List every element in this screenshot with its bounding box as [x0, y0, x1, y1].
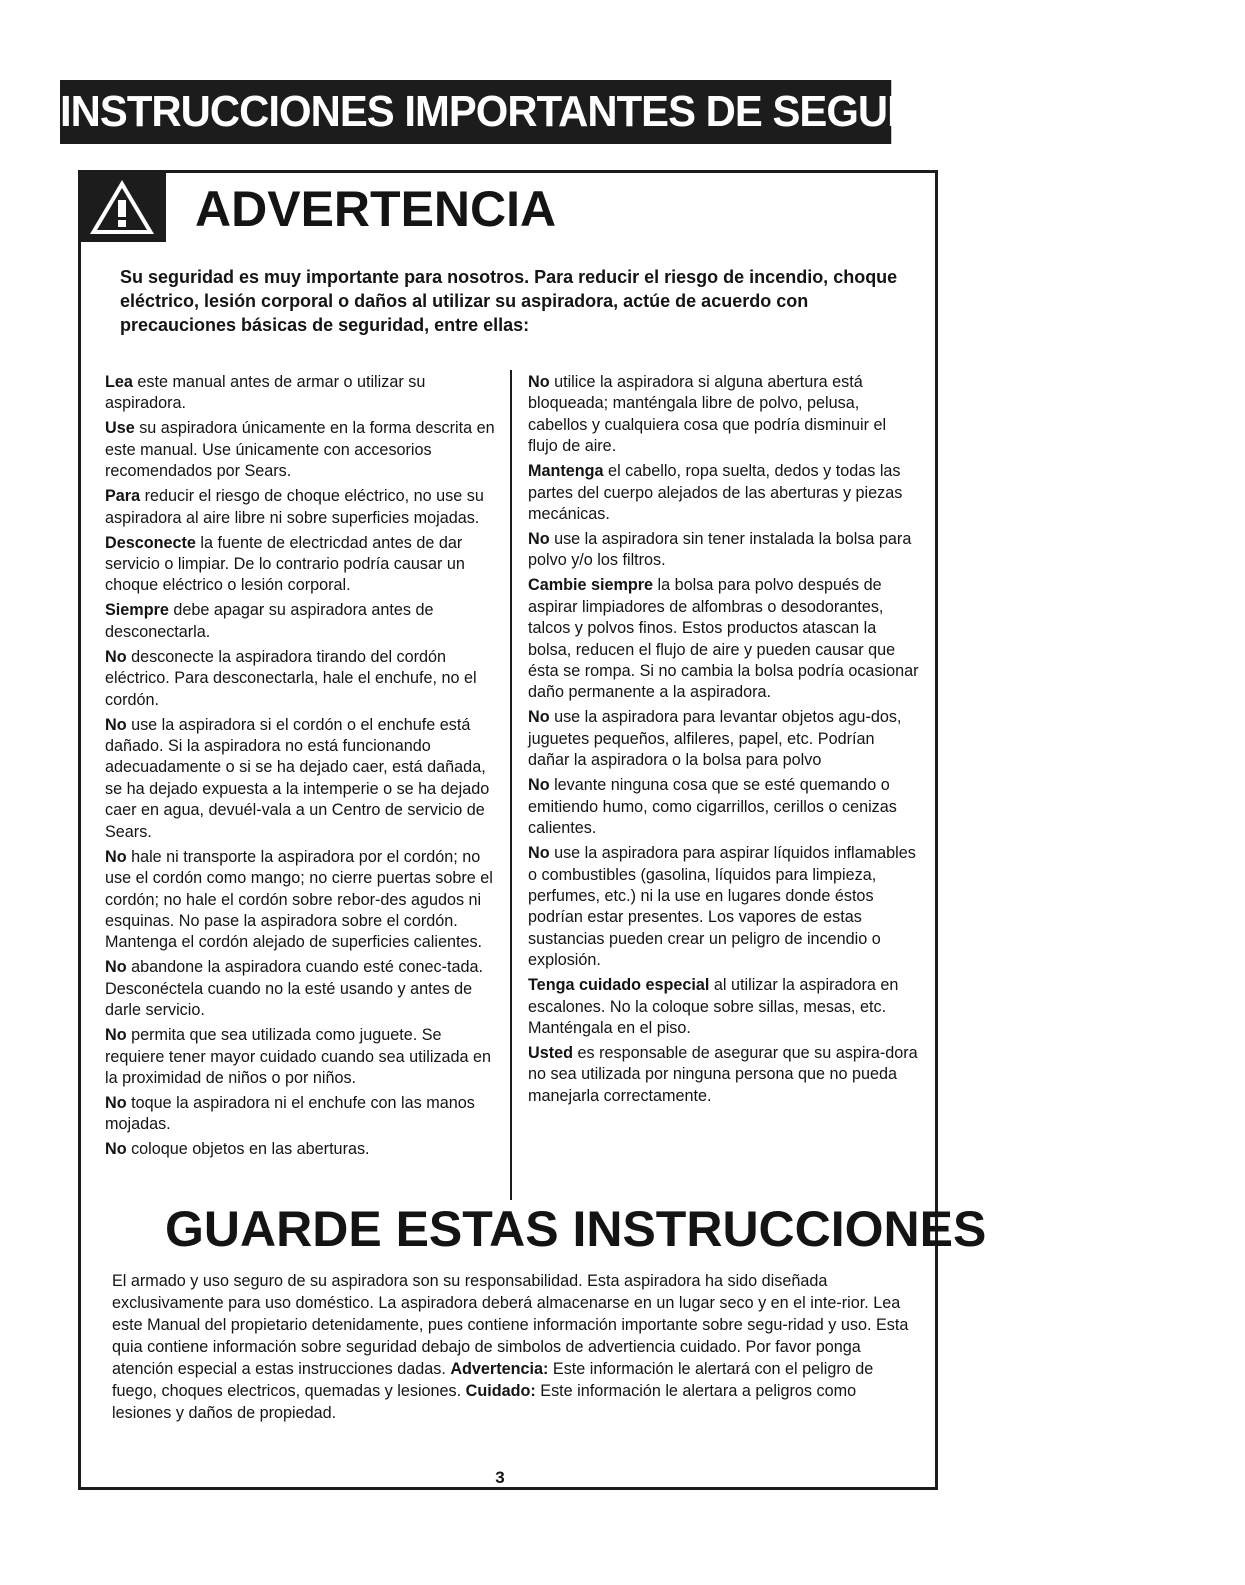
list-item: No toque la aspiradora ni el enchufe con las manos mojadas. [105, 1093, 475, 1134]
save-instructions-title: GUARDE ESTAS INSTRUCCIONES [165, 1201, 987, 1257]
frame-left-border [78, 240, 81, 1490]
list-item: Tenga cuidado especial al utilizar la aspiradora en escalones. No la coloque sobre sillas, mesas, etc. Manténgala en el piso. [528, 976, 899, 1037]
list-item: No use la aspiradora sin tener instalada la bolsa para polvo y/o los filtros. [528, 530, 912, 570]
list-item: No abandone la aspiradora cuando esté conec-tada. Desconéctela cuando no la esté usando y antes de darle servicio. [105, 958, 483, 1020]
warning-triangle-icon [88, 178, 156, 236]
safety-banner: INSTRUCCIONES IMPORTANTES DE SEGURIDAD [60, 80, 891, 144]
list-item: No permita que sea utilizada como juguete. Se requiere tener mayor cuidado cuando sea utilizada en la proximidad de niños o por niños. [105, 1026, 492, 1087]
right-column [528, 372, 920, 1111]
footer-paragraph: El armado y uso seguro de su aspiradora son su responsabilidad. Esta aspiradora ha sido diseñada exclusivamente para uso doméstico. La aspiradora deberá almacenarse en un lugar seco y en el inte-rior. Lea este Manual del propietario detenidamente, pues contiene información importante sobre segu-ridad y uso. Esta quia contiene información sobre seguridad debajo de simbolos de advertiencia cuidado. Por favor ponga atención especial a estas instrucciones dadas. Advertencia: Este información le alertará con el peligro de fuego, choques electricos, quemadas y lesiones. Cuidado: Este información le alertara a peligros como lesiones y daños de propiedad. [112, 1272, 909, 1422]
list-item: No use la aspiradora para levantar objetos agu-dos, juguetes pequeños, alfileres, papel, etc. Podrían dañar la aspiradora o la bolsa para polvo [528, 708, 902, 770]
warning-title: ADVERTENCIA [195, 181, 557, 237]
list-item: No coloque objetos en las aberturas. [105, 1140, 370, 1159]
advertencia-label: Advertencia: [450, 1360, 549, 1378]
column-divider [510, 370, 512, 1200]
cuidado-label: Cuidado: [465, 1382, 536, 1400]
list-item: No levante ninguna cosa que se esté quemando o emitiendo humo, como cigarrillos, cerillos o cenizas calientes. [528, 776, 897, 838]
list-item: No use la aspiradora si el cordón o el enchufe está dañado. Si la aspiradora no está funcionando adecuadamente o si se ha dejado caer, está dañada, se ha dejado expuesta a la intemperie o se ha dejado caer en agua, devuél-vala a un Centro de servicio de Sears. [105, 715, 490, 841]
warning-icon-box [78, 170, 166, 242]
warning-intro: Su seguridad es muy importante para nosotros. Para reducir el riesgo de incendio, choque eléctrico, lesión corporal o daños al utilizar su aspiradora, actúe de acuerdo con precauciones básicas de seguridad, entre ellas: [120, 267, 898, 335]
list-item: Use su aspiradora únicamente en la forma descrita en este manual. Use únicamente con accesorios recomendados por Sears. [105, 419, 495, 481]
list-item: No utilice la aspiradora si alguna abertura está bloqueada; manténgala libre de polvo, pelusa, cabellos y cualquiera cosa que podría disminuir el flujo de aire. [528, 373, 887, 456]
page-number: 3 [495, 1468, 505, 1487]
list-item: Para reducir el riesgo de choque eléctrico, no use su aspiradora al aire libre ni sobre superficies mojadas. [105, 487, 484, 527]
list-item: Mantenga el cabello, ropa suelta, dedos y todas las partes del cuerpo alejados de las aberturas y piezas mecánicas. [528, 462, 903, 524]
list-item: Desconecte la fuente de electricdad antes de dar servicio o limpiar. De lo contrario podría causar un choque eléctrico o lesión corporal. [105, 533, 465, 595]
list-item: Lea este manual antes de armar o utilizar su aspiradora. [105, 373, 426, 413]
list-item: No hale ni transporte la aspiradora por el cordón; no use el cordón como mango; no cierre puertas sobre el cordón; no hale el cordón sobre rebor-des agudos ni esquinas. No pase la aspiradora sobre el cordón. Mantenga el cordón alejado de superficies calientes. [105, 847, 493, 952]
list-item: Siempre debe apagar su aspiradora antes de desconectarla. [105, 601, 434, 641]
list-item: Cambie siempre la bolsa para polvo después de aspirar limpiadores de alfombras o desodorantes, talcos y polvos finos. Estos productos atascan la bolsa, reducen el flujo de aire y pueden causar que ésta se rompa. Si no cambia la bolsa podría ocasionar daño permanente a la aspiradora. [528, 576, 919, 702]
list-item: No desconecte la aspiradora tirando del cordón eléctrico. Para desconectarla, hale el enchufe, no el cordón. [105, 647, 477, 709]
left-column [105, 372, 497, 1164]
list-item: No use la aspiradora para aspirar líquidos inflamables o combustibles (gasolina, líquidos para limpieza, perfumes, etc.) ni la use en lugares donde éstos podrían estar presentes. Los vapores de estas sustancias pueden crear un peligro de incendio o explosión. [528, 844, 916, 970]
list-item: Usted es responsable de asegurar que su aspira-dora no sea utilizada por ninguna persona que no pueda manejarla correctamente. [528, 1043, 918, 1105]
